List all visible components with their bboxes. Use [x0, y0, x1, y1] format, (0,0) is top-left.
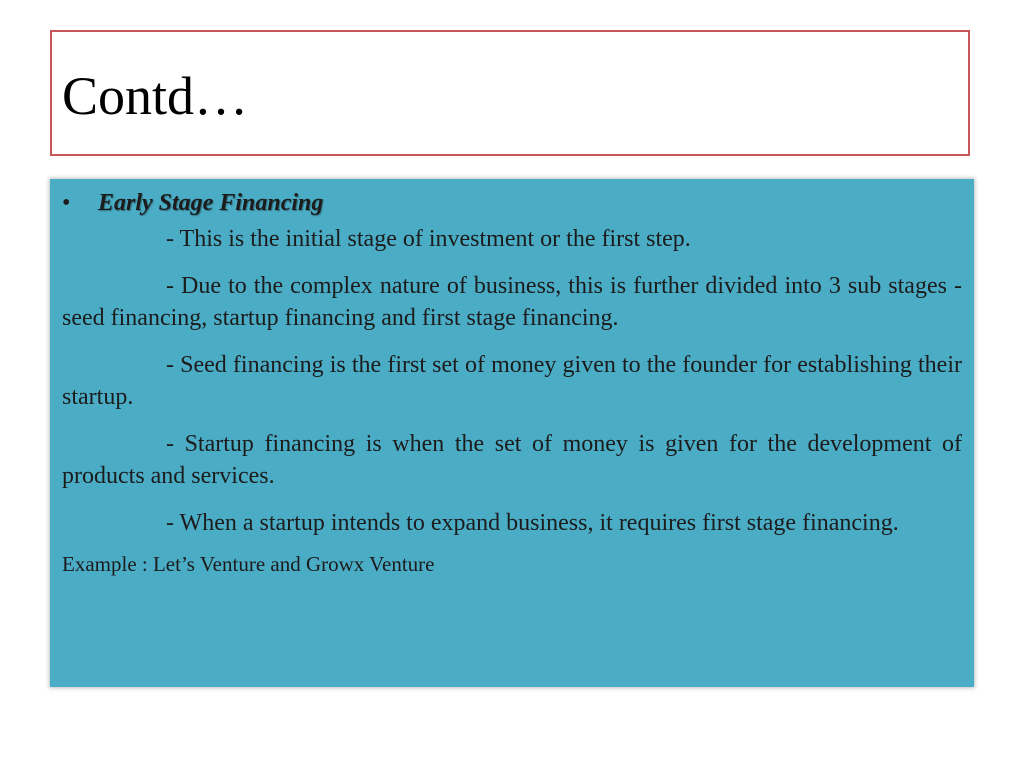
point-sub-stages: - Due to the complex nature of business, this is further divided into 3 sub stages - seed financing, startup financing and first stage financing. — [62, 273, 962, 331]
section-heading: Early Stage Financing — [98, 190, 324, 216]
slide-title: Contd… — [62, 66, 249, 126]
point-startup-financing: - Startup financing is when the set of money is given for the development of products and services. — [62, 431, 962, 489]
bullet-icon: • — [62, 190, 71, 216]
example-text: Example : Let’s Venture and Growx Venture — [62, 552, 435, 576]
bullet-heading-row — [62, 183, 962, 223]
point-initial-stage: - This is the initial stage of investment or the first step. — [166, 226, 691, 252]
point-seed-financing: - Seed financing is the first set of money given to the founder for establishing their startup. — [62, 352, 962, 410]
point-first-stage-financing: - When a startup intends to expand business, it requires first stage financing. — [166, 510, 899, 536]
content-box — [50, 179, 974, 687]
title-box — [50, 30, 970, 156]
